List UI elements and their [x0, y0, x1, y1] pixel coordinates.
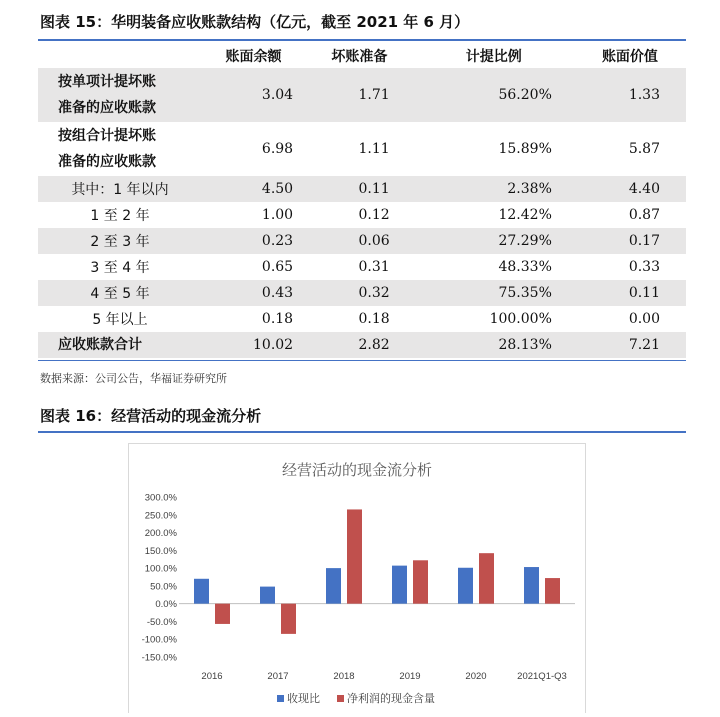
y-tick-label: 200.0%: [144, 528, 177, 540]
cell-ratio: 48.33%: [498, 259, 552, 275]
y-tick-label: 0.0%: [155, 599, 177, 611]
cell-ratio: 28.13%: [414, 332, 574, 358]
cell-bad-debt: 0.11: [305, 176, 414, 202]
table-row: [38, 228, 686, 254]
cell-book-value: 0.17: [574, 228, 686, 254]
bar-profit-cash-content: [347, 509, 362, 603]
header-ratio: 计提比例: [465, 49, 522, 65]
y-tick-label: -50.0%: [146, 616, 177, 628]
row-label-line: 应收账款合计: [58, 337, 142, 353]
x-tick-label: 2016: [201, 671, 223, 682]
cell-balance: 0.65: [261, 259, 294, 275]
row-label: 其中：1 年以内: [38, 176, 202, 202]
cell-book-value: 1.33: [574, 68, 686, 122]
cell-book-value: 0.87: [628, 207, 660, 223]
chart-title: 经营活动的现金流分析: [281, 462, 433, 479]
row-label: 2 至 3 年: [38, 228, 202, 254]
figure-title: 图表 16：经营活动的现金流分析: [40, 407, 262, 425]
cell-bad-debt: 0.32: [305, 280, 414, 306]
cell-book-value: 0.33: [628, 259, 660, 275]
y-tick-label: -100.0%: [141, 634, 177, 646]
cell-bad-debt: 0.31: [358, 259, 390, 275]
bar-profit-cash-content: [215, 604, 230, 624]
row-label-line: 按组合计提坏账: [58, 128, 156, 144]
cell-bad-debt: 1.71: [305, 68, 414, 122]
y-tick-label: 50.0%: [150, 581, 177, 593]
cell-bad-debt: 2.82: [305, 332, 414, 358]
source-note: 数据来源：公司公告，华福证券研究所: [40, 372, 227, 385]
x-tick-label: 2019: [399, 671, 421, 682]
row-label: 4 至 5 年: [38, 280, 202, 306]
bar-profit-cash-content: [413, 560, 428, 603]
row-label-line: 按单项计提坏账: [58, 74, 156, 90]
table-bottom-rule: [38, 360, 686, 361]
cell-book-value: 0.00: [628, 311, 660, 327]
figure-title-rule: [38, 431, 686, 433]
cell-ratio: 27.29%: [414, 228, 574, 254]
table-row: [38, 280, 686, 306]
cell-balance: 0.18: [261, 311, 294, 327]
header-bad-debt: 坏账准备: [331, 49, 388, 65]
table-title: 图表 15：华明装备应收账款结构（亿元，截至 2021 年 6 月）: [40, 13, 470, 31]
cell-ratio: 56.20%: [414, 68, 574, 122]
bar-collection-ratio: [194, 579, 209, 604]
table-row: [38, 176, 686, 202]
cell-bad-debt: 0.06: [305, 228, 414, 254]
table-row: [38, 254, 686, 280]
table-row: [38, 68, 686, 122]
bar-collection-ratio: [326, 568, 341, 604]
y-tick-label: -150.0%: [141, 652, 177, 664]
cell-balance: 0.43: [202, 280, 305, 306]
bar-collection-ratio: [392, 566, 407, 604]
cell-balance: 10.02: [202, 332, 305, 358]
cell-balance: 0.23: [202, 228, 305, 254]
cell-balance: 4.50: [202, 176, 305, 202]
legend-label: 净利润的现金含量: [347, 693, 435, 705]
cell-ratio: 75.35%: [414, 280, 574, 306]
table-row-total: [38, 332, 686, 358]
cell-ratio: 2.38%: [414, 176, 574, 202]
row-label: 3 至 4 年: [90, 260, 150, 276]
x-tick-label: 2021Q1-Q3: [517, 671, 567, 682]
table-row: [38, 306, 686, 332]
cell-bad-debt: 1.11: [358, 141, 390, 157]
bar-profit-cash-content: [479, 553, 494, 603]
row-label: [38, 332, 202, 358]
row-label-line: 准备的应收账款: [58, 100, 156, 116]
cell-bad-debt: 0.18: [358, 311, 390, 327]
x-tick-label: 2020: [465, 671, 487, 682]
header-book-balance: 账面余额: [225, 49, 282, 65]
cell-ratio: 12.42%: [498, 207, 552, 223]
cell-ratio: 15.89%: [498, 141, 552, 157]
y-tick-label: 300.0%: [144, 492, 177, 504]
bar-profit-cash-content: [545, 578, 560, 604]
cell-book-value: 0.11: [574, 280, 686, 306]
header-book-value: 账面价值: [601, 49, 658, 65]
bar-collection-ratio: [524, 567, 539, 604]
cell-book-value: 5.87: [628, 141, 660, 157]
legend-label: 收现比: [287, 693, 320, 705]
y-tick-label: 150.0%: [144, 545, 177, 557]
cell-bad-debt: 0.12: [358, 207, 390, 223]
cell-balance: 6.98: [261, 141, 294, 157]
header-corner: [38, 44, 202, 68]
table-row: [38, 202, 686, 228]
bar-collection-ratio: [458, 568, 473, 604]
legend-swatch: [337, 695, 344, 702]
table-row: [38, 122, 686, 176]
cell-ratio: 100.00%: [489, 311, 552, 327]
chart-frame: [128, 443, 586, 713]
table-header-row: [38, 44, 686, 68]
bar-profit-cash-content: [281, 604, 296, 634]
row-label: 5 年以上: [92, 312, 148, 328]
cell-balance: 3.04: [202, 68, 305, 122]
row-label: [38, 68, 202, 122]
x-tick-label: 2017: [267, 671, 289, 682]
x-tick-label: 2018: [333, 671, 355, 682]
title-rule: [38, 39, 686, 41]
cell-balance: 1.00: [261, 207, 294, 223]
y-tick-label: 250.0%: [144, 510, 177, 522]
cell-book-value: 4.40: [574, 176, 686, 202]
receivables-table: [38, 44, 686, 358]
bar-collection-ratio: [260, 587, 275, 604]
legend-swatch: [277, 695, 284, 702]
row-label-line: 准备的应收账款: [58, 154, 156, 170]
row-label: 1 至 2 年: [90, 208, 150, 224]
y-tick-label: 100.0%: [144, 563, 177, 575]
cash-flow-chart: [129, 444, 585, 713]
cell-book-value: 7.21: [574, 332, 686, 358]
row-label: [38, 122, 202, 176]
